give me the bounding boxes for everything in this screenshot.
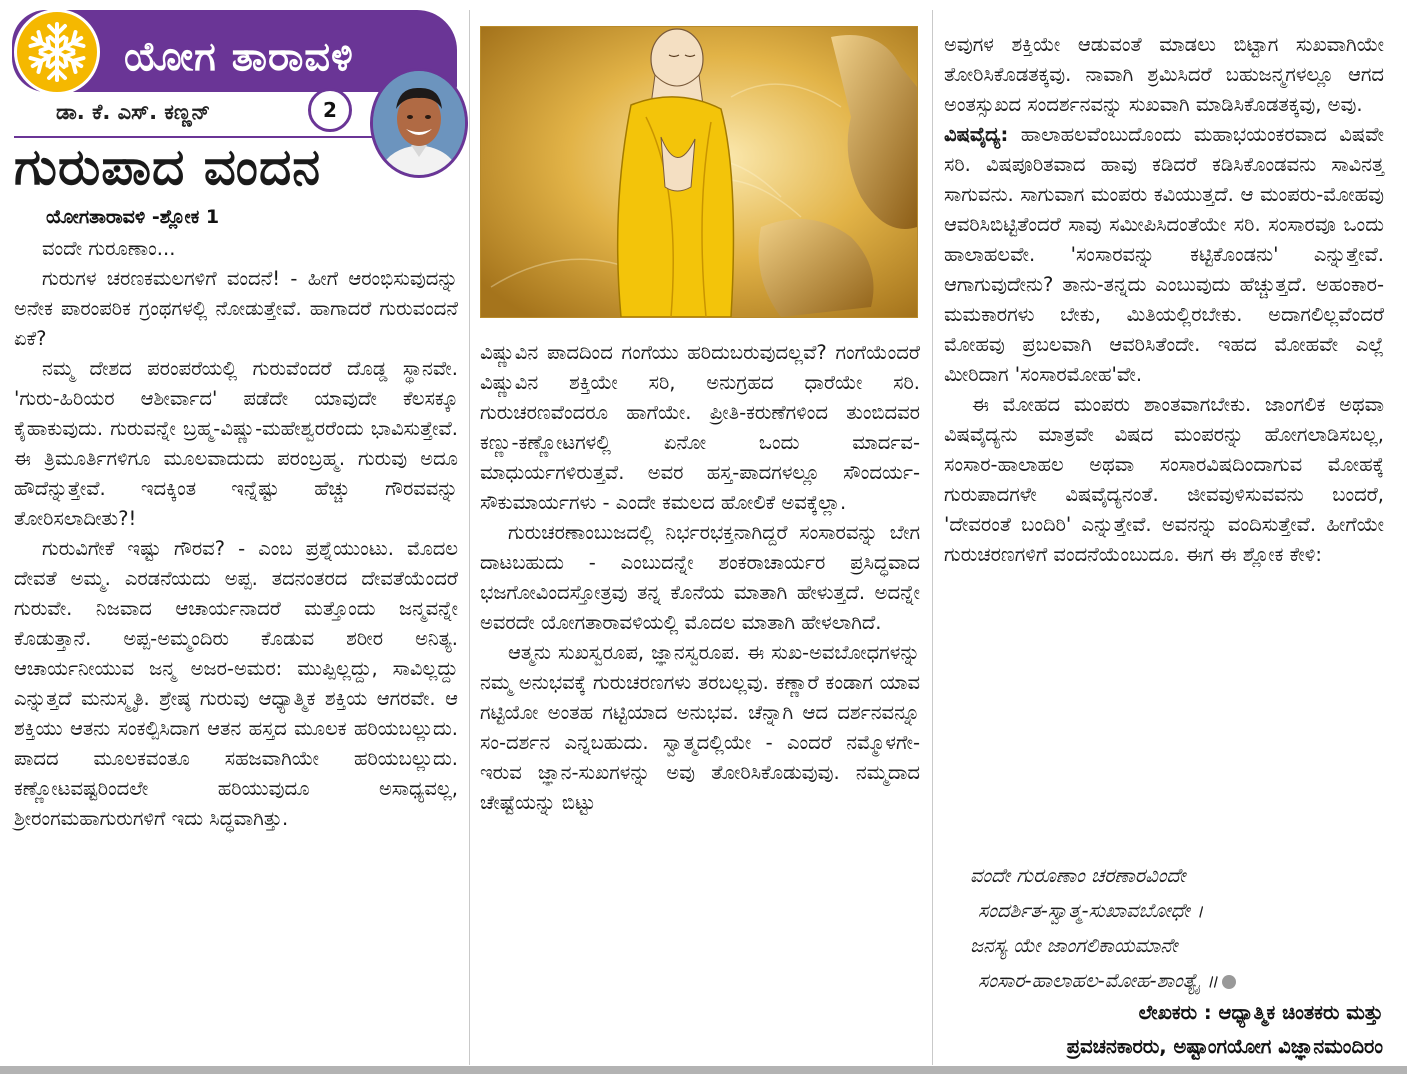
page-bottom-rule	[0, 1066, 1407, 1074]
author-credit	[1067, 996, 1383, 1064]
series-title: ಯೋಗ ತಾರಾವಳಿ	[124, 34, 354, 80]
paragraph: ಅವುಗಳ ಶಕ್ತಿಯೇ ಆಡುವಂತೆ ಮಾಡಲು ಬಿಟ್ಟಾಗ ಸುಖವಾಗಿಯೇ ತೋರಿಸಿಕೊಡತಕ್ಕವು. ನಾವಾಗಿ ಶ್ರಮಿಸಿದರೆ ಬಹುಜನ್ಮಗಳಲ್ಲೂ ಆಗದ ಅಂತಸ್ಸುಖದ ಸಂದರ್ಶನವನ್ನು ಸುಖವಾಗಿ ಮಾಡಿಸಿಕೊಡತಕ್ಕವು, ಅವು.	[944, 33, 1384, 116]
column-divider	[469, 10, 470, 1065]
paragraph: ಗುರುಚರಣಾಂಬುಜದಲ್ಲಿ ನಿರ್ಭರಭಕ್ತನಾಗಿದ್ದರೆ ಸಂಸಾರವನ್ನು ಬೇಗ ದಾಟಬಹುದು - ಎಂಬುದನ್ನೇ ಶಂಕರಾಚಾರ್ಯರ ಪ್ರಸಿದ್ಧವಾದ ಭಜಗೋವಿಂದಸ್ತೋತ್ರವು ತನ್ನ ಕೊನೆಯ ಮಾತಾಗಿ ಹೇಳುತ್ತದೆ. ಅದನ್ನೇ ಅವರದೇ ಯೋಗತಾರಾವಳಿಯಲ್ಲಿ ಮೊದಲ ಮಾತಾಗಿ ಹೇಳಲಾಗಿದೆ.	[480, 521, 920, 634]
middle-column	[480, 338, 920, 818]
paragraph: ಗುರುವಿಗೇಕೆ ಇಷ್ಟು ಗೌರವ? - ಎಂಬ ಪ್ರಶ್ನೆಯುಂಟು. ಮೊದಲ ದೇವತೆ ಅಮ್ಮ. ಎರಡನೆಯದು ಅಪ್ಪ. ತದನಂತರದ ದೇವತೆಯೆಂದರೆ ಗುರುವೇ. ನಿಜವಾದ ಆಚಾರ್ಯನಾದರೆ ಮತ್ತೊಂದು ಜನ್ಮವನ್ನೇ ಕೊಡುತ್ತಾನೆ. ಅಪ್ಪ-ಅಮ್ಮಂದಿರು ಕೊಡುವ ಶರೀರ ಅನಿತ್ಯ. ಆಚಾರ್ಯನೀಯುವ ಜನ್ಮ ಅಜರ-ಅಮರ: ಮುಪ್ಪಿಲ್ಲದ್ದು, ಸಾವಿಲ್ಲದ್ದು ಎನ್ನುತ್ತದೆ ಮನುಸ್ಮೃತಿ. ಶ್ರೇಷ್ಠ ಗುರುವು ಆಧ್ಯಾತ್ಮಿಕ ಶಕ್ತಿಯ ಆಗರವೇ. ಆ ಶಕ್ತಿಯು ಆತನು ಸಂಕಲ್ಪಿಸಿದಾಗ ಆತನ ಹಸ್ತದ ಮೂಲಕ ಹರಿಯಬಲ್ಲುದು. ಪಾದದ ಮೂಲಕವಂತೂ ಸಹಜವಾಗಿಯೇ ಹರಿಯಬಲ್ಲುದು. ಕಣ್ಣೋಟವಷ್ಟರಿಂದಲೇ ಹರಿಯುವುದೂ ಅಸಾಧ್ಯವಲ್ಲ, ಶ್ರೀರಂಗಮಹಾಗುರುಗಳಿಗೆ ಇದು ಸಿದ್ಧವಾಗಿತ್ತು.	[14, 537, 458, 830]
shloka-line: ಜನಸ್ಯ ಯೇ ಜಾಂಗಲಿಕಾಯಮಾನೇ	[970, 934, 1178, 957]
right-column	[944, 30, 1384, 570]
paragraph	[944, 120, 1384, 390]
end-of-article-dot	[1222, 975, 1236, 989]
credit-line: ಲೇಖಕರು : ಆಧ್ಯಾತ್ಮಿಕ ಚಿಂತಕರು ಮತ್ತು	[1138, 1001, 1383, 1024]
paragraph: ವಿಷ್ಣುವಿನ ಪಾದದಿಂದ ಗಂಗೆಯು ಹರಿದುಬರುವುದಲ್ಲವೆ? ಗಂಗೆಯೆಂದರೆ ವಿಷ್ಣುವಿನ ಶಕ್ತಿಯೇ ಸರಿ, ಅನುಗ್ರಹದ ಧಾರೆಯೇ ಸರಿ. ಗುರುಚರಣವೆಂದರೂ ಹಾಗೆಯೇ. ಪ್ರೀತಿ-ಕರುಣೆಗಳಿಂದ ತುಂಬಿದವರ ಕಣ್ಣು-ಕಣ್ಣೋಟಗಳಲ್ಲಿ ಏನೋ ಒಂದು ಮಾರ್ದವ-ಮಾಧುರ್ಯಗಳಿರುತ್ತವೆ. ಅವರ ಹಸ್ತ-ಪಾದಗಳಲ್ಲೂ ಸೌಂದರ್ಯ-ಸೌಕುಮಾರ್ಯಗಳು - ಎಂದೇ ಕಮಲದ ಹೋಲಿಕೆ ಅವಕ್ಕೆಲ್ಲಾ.	[480, 341, 920, 514]
column-divider	[932, 10, 933, 1065]
left-column	[14, 234, 458, 834]
article-headline: ಗುರುಪಾದ ವಂದನ	[14, 138, 322, 196]
paragraph: ಈ ಮೋಹದ ಮಂಪರು ಶಾಂತವಾಗಬೇಕು. ಜಾಂಗಲಿಕ ಅಥವಾ ವಿಷವೈದ್ಯನು ಮಾತ್ರವೇ ವಿಷದ ಮಂಪರನ್ನು ಹೋಗಲಾಡಿಸಬಲ್ಲ, ಸಂಸಾರ-ಹಾಲಾಹಲ ಅಥವಾ ಸಂಸಾರವಿಷದಿಂದಾಗುವ ಮೋಹಕ್ಕೆ ಗುರುಪಾದಗಳೇ ವಿಷವೈದ್ಯನಂತೆ. ಜೀವವುಳಿಸುವವನು ಬಂದರೆ, 'ದೇವರಂತೆ ಬಂದಿರಿ' ಎನ್ನುತ್ತೇವೆ. ಅವನನ್ನು ವಂದಿಸುತ್ತೇವೆ. ಹೀಗೆಯೇ ಗುರುಚರಣಗಳಿಗೆ ವಂದನೆಯೆಂಬುದೂ. ಈಗ ಈ ಶ್ಲೋಕ ಕೇಳಿ:	[944, 393, 1384, 566]
article-subhead: ಯೋಗತಾರಾವಳಿ -ಶ್ಲೋಕ 1	[46, 206, 220, 228]
snowflake-icon	[14, 9, 100, 95]
author-name: ಡಾ. ಕೆ. ಎಸ್. ಕಣ್ಣನ್	[56, 100, 211, 124]
term-heading: ವಿಷವೈದ್ಯ:	[944, 123, 1009, 146]
paragraph: ಗುರುಗಳ ಚರಣಕಮಲಗಳಿಗೆ ವಂದನೆ! - ಹೀಗೆ ಆರಂಭಿಸುವುದನ್ನು ಅನೇಕ ಪಾರಂಪರಿಕ ಗ್ರಂಥಗಳಲ್ಲಿ ನೋಡುತ್ತೇವೆ. ಹಾಗಾದರೆ ಗುರುವಂದನೆ ಏಕೆ?	[14, 267, 458, 350]
episode-badge: 2	[308, 88, 352, 132]
shloka-line: ವಂದೇ ಗುರೂಣಾಂ ಚರಣಾರವಿಂದೇ	[970, 864, 1186, 887]
author-photo	[370, 68, 468, 178]
paragraph: ವಂದೇ ಗುರೂಣಾಂ...	[42, 237, 176, 260]
shloka-line: ಸಂಸಾರ-ಹಾಲಾಹಲ-ಮೋಹ-ಶಾಂತ್ಯೈ ॥	[978, 969, 1218, 992]
guru-illustration	[480, 26, 918, 318]
term-text: ಹಾಲಾಹಲವೆಂಬುದೊಂದು ಮಹಾಭಯಂಕರವಾದ ವಿಷವೇ ಸರಿ. ವಿಷಪೂರಿತವಾದ ಹಾವು ಕಡಿದರೆ ಕಡಿಸಿಕೊಂಡವನು ಸಾವಿನತ್ತ ಸಾಗುವನು. ಸಾಗುವಾಗ ಮಂಪರು ಕವಿಯುತ್ತದೆ. ಆ ಮಂಪರು-ಮೋಹವು ಆವರಿಸಿಬಿಟ್ಟಿತೆಂದರೆ ಸಾವು ಸಮೀಪಿಸಿದಂತೆಯೇ ಸರಿ. ಸಂಸಾರವೂ ಒಂದು ಹಾಲಾಹಲವೇ. 'ಸಂಸಾರವನ್ನು ಕಟ್ಟಿಕೊಂಡನು' ಎನ್ನುತ್ತೇವೆ. ಆಗಾಗುವುದೇನು? ತಾನು-ತನ್ನದು ಎಂಬುವುದು ಹೆಚ್ಚುತ್ತದೆ. ಅಹಂಕಾರ-ಮಮಕಾರಗಳು ಬೇಕು, ಮಿತಿಯಲ್ಲಿರಬೇಕು. ಅದಾಗಲಿಲ್ಲವೆಂದರೆ ಮೋಹವು ಪ್ರಬಲವಾಗಿ ಆವರಿಸಿತೆಂದೇ. ಇಹದ ಮೋಹವೇ ಎಲ್ಲೆ ಮೀರಿದಾಗ 'ಸಂಸಾರಮೋಹ'ವೇ.	[944, 123, 1384, 386]
paragraph: ಆತ್ಮನು ಸುಖಸ್ವರೂಪ, ಜ್ಞಾನಸ್ವರೂಪ. ಈ ಸುಖ-ಅವಬೋಧಗಳನ್ನು ನಮ್ಮ ಅನುಭವಕ್ಕೆ ಗುರುಚರಣಗಳು ತರಬಲ್ಲವು. ಕಣ್ಣಾರೆ ಕಂಡಾಗ ಯಾವ ಗಟ್ಟಿಯೋ ಅಂತಹ ಗಟ್ಟಿಯಾದ ಅನುಭವ. ಚೆನ್ನಾಗಿ ಆದ ದರ್ಶನವನ್ನೂ ಸಂ-ದರ್ಶನ ಎನ್ನಬಹುದು. ಸ್ವಾತ್ಮದಲ್ಲಿಯೇ - ಎಂದರೆ ನಮ್ಮೊಳಗೇ- ಇರುವ ಜ್ಞಾನ-ಸುಖಗಳನ್ನು ಅವು ತೋರಿಸಿಕೊಡುವುವು. ನಮ್ಮದಾದ ಚೇಷ್ಟೆಯನ್ನು ಬಿಟ್ಟು	[480, 641, 920, 814]
shloka	[970, 858, 1236, 998]
credit-line: ಪ್ರವಚನಕಾರರು, ಅಷ್ಟಾಂಗಯೋಗ ವಿಜ್ಞಾನಮಂದಿರಂ	[1066, 1035, 1383, 1058]
paragraph: ನಮ್ಮ ದೇಶದ ಪರಂಪರೆಯಲ್ಲಿ ಗುರುವೆಂದರೆ ದೊಡ್ಡ ಸ್ಥಾನವೇ. 'ಗುರು-ಹಿರಿಯರ ಆಶೀರ್ವಾದ' ಪಡೆದೇ ಯಾವುದೇ ಕೆಲಸಕ್ಕೂ ಕೈಹಾಕುವುದು. ಗುರುವನ್ನೇ ಬ್ರಹ್ಮ-ವಿಷ್ಣು-ಮಹೇಶ್ವರರೆಂದು ಭಾವಿಸುತ್ತೇವೆ. ಈ ತ್ರಿಮೂರ್ತಿಗಳಿಗೂ ಮೂಲವಾದುದು ಪರಂಬ್ರಹ್ಮ. ಗುರುವು ಅದೂ ಹೌದೆನ್ನುತ್ತೇವೆ. ಇದಕ್ಕಿಂತ ಇನ್ನೆಷ್ಟು ಹೆಚ್ಚು ಗೌರವವನ್ನು ತೋರಿಸಲಾದೀತು?!	[14, 357, 458, 530]
shloka-line: ಸಂದರ್ಶಿತ-ಸ್ವಾತ್ಮ-ಸುಖಾವಬೋಧೇ ।	[978, 899, 1204, 922]
